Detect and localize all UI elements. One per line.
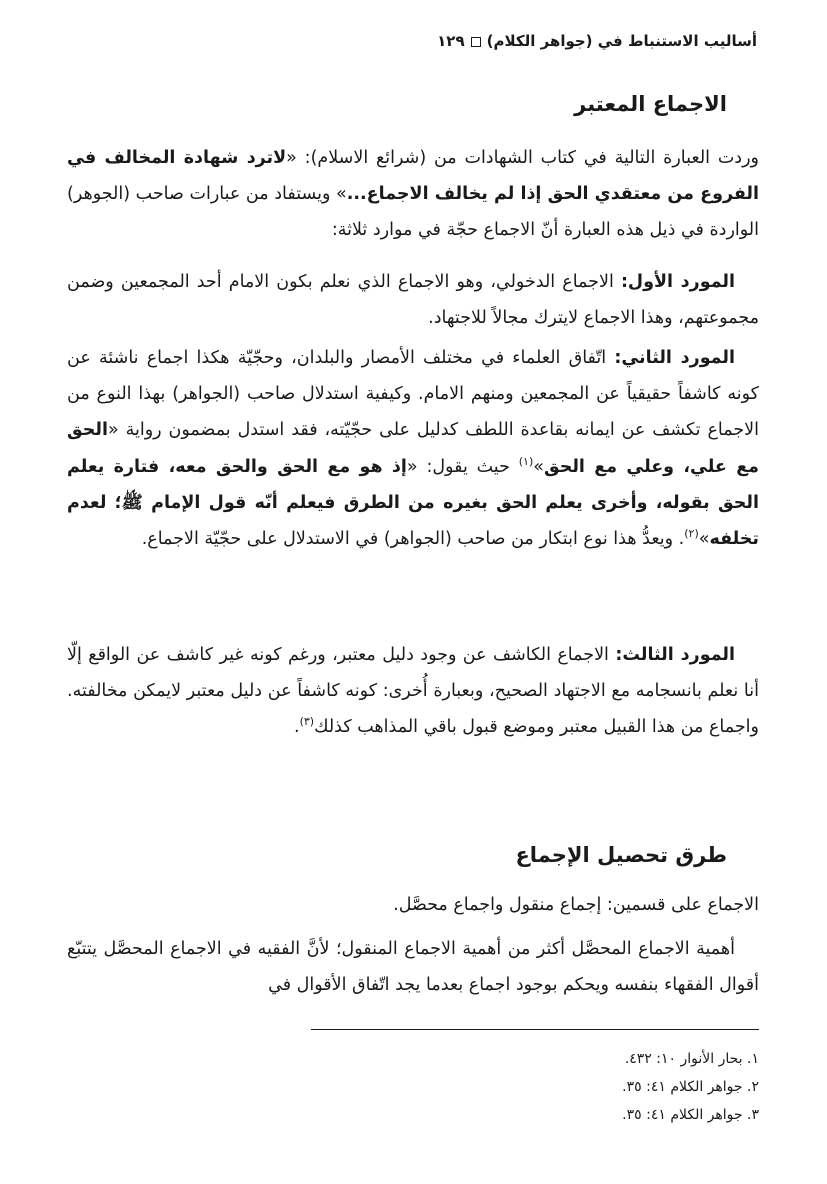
- section-heading-methods-of-consensus: طرق تحصيل الإجماع: [515, 843, 727, 867]
- separator-square-icon: [471, 37, 481, 47]
- footnote-item: ٢. جواهر الكلام ٤١: ٣٥.: [622, 1079, 759, 1095]
- paragraph-first-case: [67, 264, 759, 336]
- paragraph-text: الاجماع الدخولي، وهو الاجماع الذي نعلم بكون الامام أحد المجمعين وضمن مجموعتهم، وهذا الاجماع لايترك مجالاً للاجتهاد.: [67, 272, 759, 329]
- running-header: [70, 32, 757, 50]
- case-label: المورد الثاني:: [614, 348, 735, 368]
- paragraph-text: »: [533, 456, 544, 477]
- running-header-title: أساليب الاستنباط في (جواهر الكلام): [486, 32, 757, 50]
- footnote-item: ٣. جواهر الكلام ٤١: ٣٥.: [622, 1107, 759, 1123]
- paragraph-text: »: [698, 529, 710, 550]
- paragraph-intro: [67, 140, 759, 249]
- quoted-text-bold: الحق مع علي، وعلي مع الحق: [67, 420, 759, 477]
- paragraph-text: وردت العبارة التالية في كتاب الشهادات من (شرائع الاسلام): «: [286, 148, 760, 168]
- footnote-item: ١. بحار الأنوار ١٠: ٤٣٢.: [624, 1051, 759, 1067]
- quoted-text-bold: إذ هو مع الحق والحق معه، فتارة يعلم الحق بقوله، وأخرى يعلم الحق بغيره من الطرق فيعلم أنّه قول الإمام ﷺ؛ لعدم تخلفه: [67, 456, 759, 550]
- paragraph-consensus-types: الاجماع على قسمين: إجماع منقول واجماع محصَّل.: [393, 895, 759, 915]
- footnote-divider: [311, 1029, 759, 1030]
- paragraph-text: » ويستفاد من عبارات صاحب (الجوهر) الواردة في ذيل هذه العبارة أنّ الاجماع حجّة في موارد ثلاثة:: [67, 184, 759, 241]
- footnotes: [259, 1045, 759, 1129]
- footnote-marker[interactable]: (١): [518, 454, 534, 468]
- paragraph-third-case: [67, 637, 759, 746]
- case-label: المورد الثالث:: [615, 645, 735, 665]
- footnote-marker[interactable]: (٣): [299, 715, 315, 729]
- paragraph-text: حيث يقول: «: [406, 456, 519, 477]
- paragraph-second-case: [67, 340, 759, 557]
- paragraph-text: .: [293, 717, 300, 738]
- paragraph-text: . ويعدُّ هذا نوع ابتكار من صاحب (الجواهر) في الاستدلال على حجّيّة الاجماع.: [141, 529, 685, 550]
- case-label: المورد الأول:: [620, 272, 736, 292]
- footnote-marker[interactable]: (٢): [684, 527, 699, 541]
- paragraph-consensus-importance: أهمية الاجماع المحصَّل أكثر من أهمية الاجماع المنقول؛ لأنَّ الفقيه في الاجماع المحصَّل يتتبّع أقوال الفقهاء بنفسه ويحكم بوجود اجماع بعدما يجد اتّفاق الأقوال في: [67, 939, 759, 996]
- paragraph-text: الاجماع الكاشف عن وجود دليل معتبر، ورغم كونه غير كاشف عن الواقع إلّا أنا نعلم بانسجامه مع الاجتهاد الصحيح، وبعبارة أُخرى: كونه كاشفاً عن دليل معتبر لايمكن مخالفته. واجماع من هذا القبيل معتبر وموضع قبول باقي المذاهب كذلك: [67, 645, 759, 738]
- quoted-text-bold: لاترد شهادة المخالف في الفروع من معتقدي الحق إذا لم يخالف الاجماع...: [67, 148, 759, 205]
- paragraph-text: اتّفاق العلماء في مختلف الأمصار والبلدان، وحجّيّة هكذا اجماع ناشئة عن كونه كاشفاً حقيقياً عن المجمعين ومنهم الامام. وكيفية استدلال صاحب (الجواهر) بهذا النوع من الاجماع تكشف عن ايمانه بقاعدة اللطف كدليل على حجّيّته، فقد استدل بمضمون رواية «: [67, 348, 759, 441]
- section-heading-considered-consensus: الاجماع المعتبر: [574, 92, 727, 116]
- page-number: ١٢٩: [437, 32, 465, 50]
